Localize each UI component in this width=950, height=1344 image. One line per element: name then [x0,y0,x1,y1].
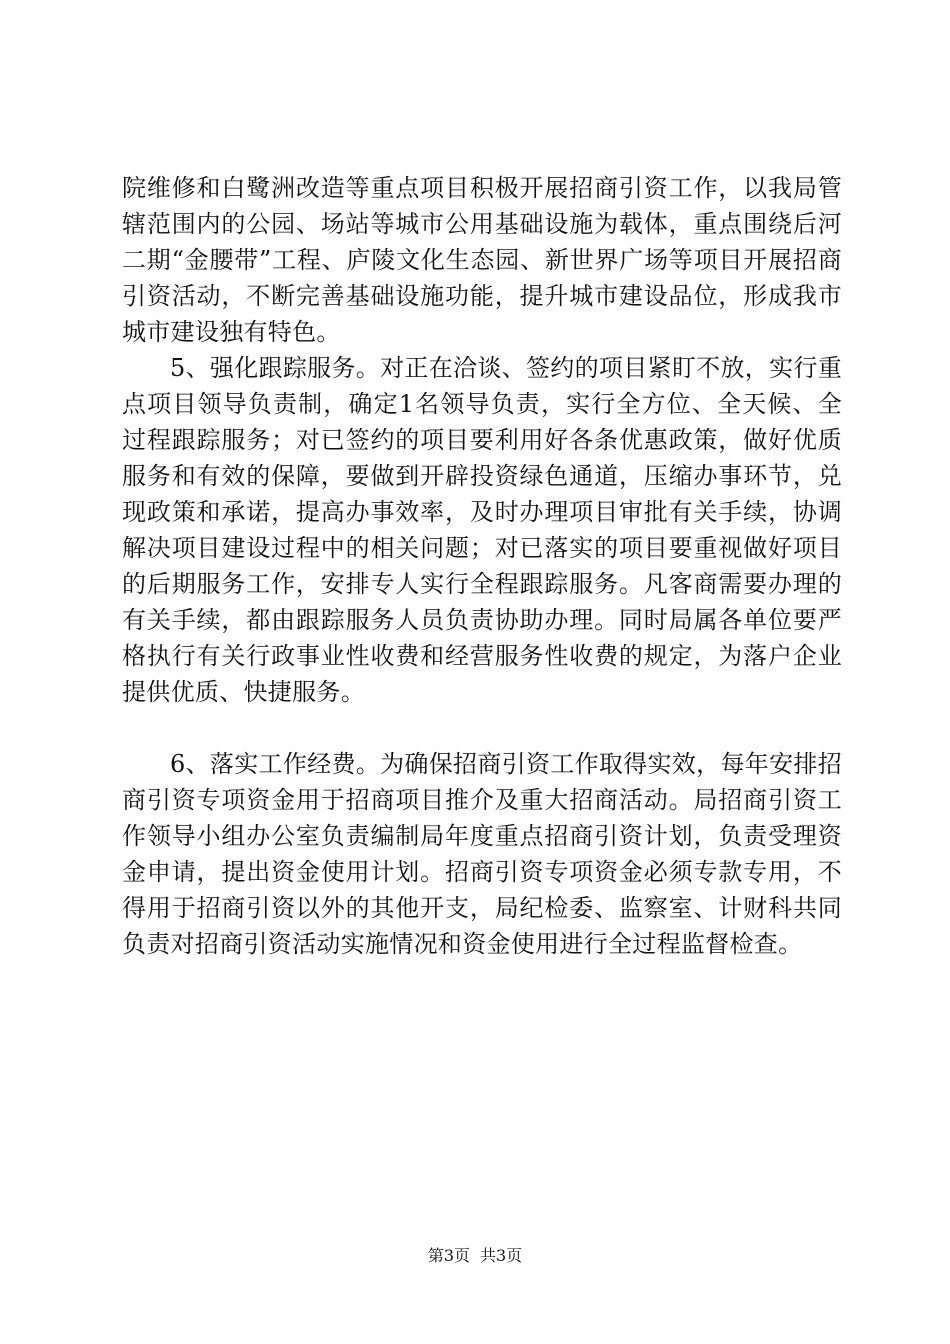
paragraph-work-funding: 6、落实工作经费。为确保招商引资工作取得实效，每年安排招商引资专项资金用于招商项目推介及重大招商活动。局招商引资工作领导小组办公室负责编制局年度重点招商引资计划，负责受理资金申请，提出资金使用计划。招商引资专项资金必须专款专用，不得用于招商引资以外的其他开支，局纪检委、监察室、计财科共同负责对招商引资活动实施情况和资金使用进行全过程监督检查。 [122,750,842,958]
page-number-total: 共3页 [480,1246,523,1265]
page-footer [0,1246,950,1266]
paragraph-tracking-service: 5、强化跟踪服务。对正在洽谈、签约的项目紧盯不放，实行重点项目领导负责制，确定1名领导负责，实行全方位、全天候、全过程跟踪服务；对已签约的项目要利用好各条优惠政策，做好优质服务和有效的保障，要做到开辟投资绿色通道，压缩办事环节，兑现政策和承诺，提高办事效率，及时办理项目审批有关手续，协调解决项目建设过程中的相关问题；对已落实的项目要重视做好项目的后期服务工作，安排专人实行全程跟踪服务。凡客商需要办理的有关手续，都由跟踪服务人员负责协助办理。同时局属各单位要严格执行有关行政事业性收费和经营服务性收费的规定，为落户企业提供优质、快捷服务。 [122,354,842,706]
page-number-current: 第3页 [427,1246,470,1265]
document-body [122,170,842,962]
paragraph-continuation: 院维修和白鹭洲改造等重点项目积极开展招商引资工作，以我局管辖范围内的公园、场站等城市公用基础设施为载体，重点围绕后河二期“金腰带”工程、庐陵文化生态园、新世界广场等项目开展招商引资活动，不断完善基础设施功能，提升城市建设品位，形成我市城市建设独有特色。 [122,174,842,346]
